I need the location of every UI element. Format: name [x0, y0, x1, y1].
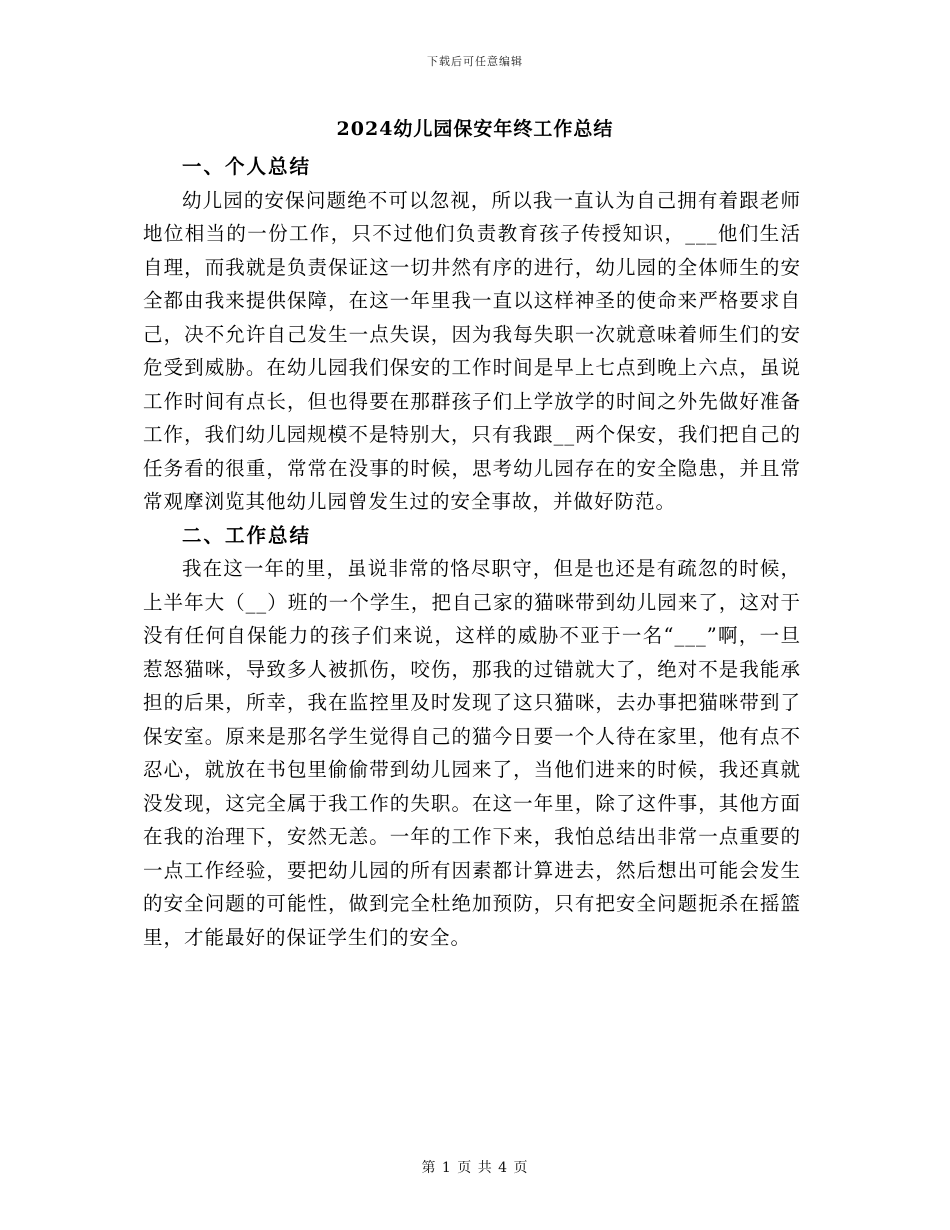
page-header-note: 下载后可任意编辑 [427, 55, 523, 68]
section-heading-personal-summary: 一、个人总结 [182, 155, 312, 178]
section-heading-work-summary: 二、工作总结 [182, 523, 312, 547]
document-body [143, 150, 801, 954]
section-paragraph-work-summary: 我在这一年的里，虽说非常的恪尽职守，但是也还是有疏忽的时候，上半年大（__）班的一个学生，把自己家的猫咪带到幼儿园来了，这对于没有任何自保能力的孩子们来说，这样的威胁不亚于一名“___”啊，一旦惹怒猫咪，导致多人被抓伤，咬伤，那我的过错就大了，绝对不是我能承担的后果，所幸，我在监控里及时发现了这只猫咪，去办事把猫咪带到了保安室。原来是那名学生觉得自己的猫今日要一个人待在家里，他有点不忍心，就放在书包里偷偷带到幼儿园来了，当他们进来的时候，我还真就没发现，这完全属于我工作的失职。在这一年里，除了这件事，其他方面在我的治理下，安然无恙。一年的工作下来，我怕总结出非常一点重要的一点工作经验，要把幼儿园的所有因素都计算进去，然后想出可能会发生的安全问题的可能性，做到完全杜绝加预防，只有把安全问题扼杀在摇篮里，才能最好的保证学生们的安全。 [143, 557, 801, 949]
document-title: 2024幼儿园保安年终工作总结 [336, 118, 614, 140]
page-number-indicator: 第 1 页 共 4 页 [421, 1160, 529, 1176]
section-paragraph-personal-summary: 幼儿园的安保问题绝不可以忽视，所以我一直认为自己拥有着跟老师地位相当的一份工作，只不过他们负责教育孩子传授知识，___他们生活自理，而我就是负责保证这一切井然有序的进行，幼儿园的全体师生的安全都由我来提供保障，在这一年里我一直以这样神圣的使命来严格要求自己，决不允许自己发生一点失误，因为我每失职一次就意味着师生们的安危受到威胁。在幼儿园我们保安的工作时间是早上七点到晚上六点，虽说工作时间有点长，但也得要在那群孩子们上学放学的时间之外先做好准备工作，我们幼儿园规模不是特别大，只有我跟__两个保安，我们把自己的任务看的很重，常常在没事的时候，思考幼儿园存在的安全隐患，并且常常观摩浏览其他幼儿园曾发生过的安全事故，并做好防范。 [143, 188, 801, 513]
